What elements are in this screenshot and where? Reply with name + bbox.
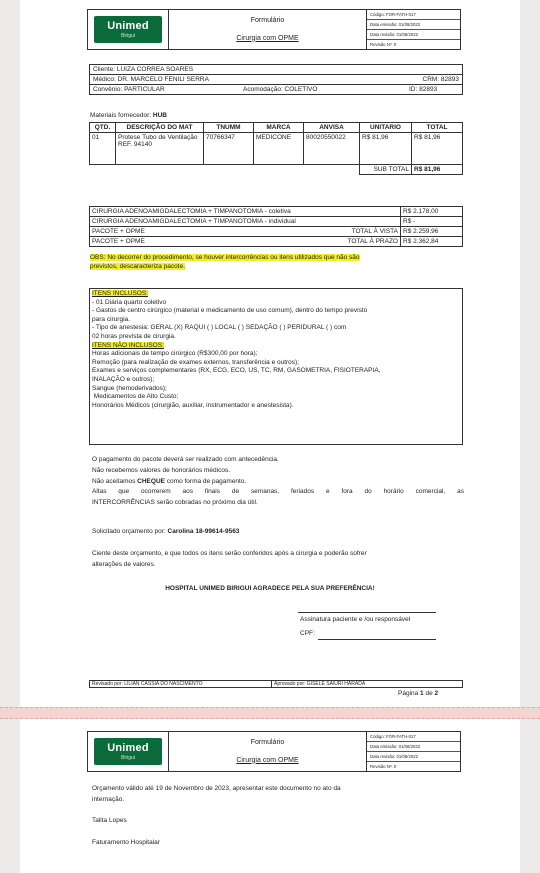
- form-code: Código: FOR-FATH-017: [367, 10, 460, 20]
- form-code: Código: FOR-FATH-017: [367, 732, 460, 742]
- term-text: como forma de pagamento.: [164, 477, 247, 485]
- col-unitario: UNITARIO: [360, 123, 412, 133]
- form-revision-number: Revisão Nº: 0: [370, 42, 397, 47]
- validity-line-2: internação.: [92, 796, 125, 803]
- proc1-label: CIRURGIA ADENOAMIGDALECTOMIA + TIMPANOTOMIA - coletiva: [90, 207, 401, 217]
- client-name: Cliente: LUIZA CORREA SOARES: [93, 66, 194, 73]
- supplier-label: Materiais fornecedor:: [90, 112, 152, 119]
- cell-anvisa: 80020550022: [304, 133, 360, 165]
- term-line: INTERCORRÊNCIAS serão cobradas no próximo dia útil.: [92, 499, 258, 507]
- inclusos-item: - Gastos de centro cirúrgico (material e medicamento de uso comum), dentro do tempo previsto: [92, 307, 368, 315]
- cell-tnumm: 70766347: [204, 133, 254, 165]
- signer-name: Talita Lopes: [92, 817, 127, 824]
- form-label: Formulário: [250, 739, 285, 747]
- pacote1-value: R$ 2.259,96: [401, 227, 463, 237]
- form-title: Cirurgia com OPME: [236, 34, 299, 42]
- page-text: de: [423, 690, 435, 697]
- form-revision-number: Revisão Nº: 0: [370, 764, 397, 769]
- nao-inclusos-item: Sangue (hemoderivados);: [92, 384, 167, 392]
- nao-inclusos-item: Remoção (para realização de exames externos, transferência e outros);: [92, 358, 300, 366]
- document-page-2: [20, 719, 520, 873]
- pacote2-value: R$ 2.362,84: [401, 237, 463, 247]
- subtotal-row: [90, 165, 463, 175]
- materials-header-row: [90, 123, 463, 133]
- form-meta: [367, 10, 460, 49]
- form-revision-date: Data revisão: 01/08/2022: [367, 30, 460, 40]
- subtotal-label: SUB TOTAL: [360, 165, 412, 175]
- col-total: TOTAL: [412, 123, 463, 133]
- inclusos-item: 02 horas prevista de cirurgia.: [92, 332, 176, 340]
- price-row-pacote2: [90, 237, 463, 247]
- inclusos-box: [89, 288, 463, 445]
- cell-marca: MEDICONE: [254, 133, 304, 165]
- page-separator: [0, 707, 540, 719]
- page-number: [398, 690, 438, 697]
- nao-inclusos-title: ITENS NÃO INCLUSOS:: [92, 341, 164, 349]
- inclusos-item: - Tipo de anestesia: GERAL (X) RAQUI ( ) LOCAL ( ) SEDAÇÃO ( ) PERIDURAL ( ) com: [92, 324, 347, 332]
- obs-note: [90, 254, 464, 271]
- col-anvisa: ANVISA: [304, 123, 360, 133]
- col-qtd: QTD.: [90, 123, 116, 133]
- term-line: O pagamento do pacote deverá ser realizado com antecedência.: [92, 456, 279, 463]
- form-meta: [367, 732, 460, 771]
- subtotal-spacer: [90, 165, 360, 175]
- proc2-label: CIRURGIA ADENOAMIGDALECTOMIA + TIMPANOTOMIA - individual: [90, 217, 401, 227]
- cpf-label: CPF:: [300, 630, 315, 637]
- form-title: Cirurgia com OPME: [236, 756, 299, 764]
- thanks-line: HOSPITAL UNIMED BIRIGUI AGRADECE PELA SUA PREFERÊNCIA!: [165, 585, 375, 592]
- form-label: Formulário: [250, 17, 285, 25]
- form-revision-date: Data revisão: 01/08/2022: [367, 752, 460, 762]
- nao-inclusos-item: Exames e serviços complementares (RX, ECG, ECO, US, TC, RM, GASOMETRIA, FISIOTERAPIA,: [92, 367, 381, 375]
- supplier-line: [90, 112, 167, 121]
- logo-cell: [88, 732, 169, 771]
- page-total: 2: [434, 690, 439, 697]
- proc1-value: R$ 2.178,00: [401, 207, 463, 217]
- patient-row-convenio: [90, 85, 462, 94]
- logo-brand: Unimed: [107, 742, 149, 754]
- logo-city: Birigui: [121, 755, 135, 761]
- form-header: [87, 9, 461, 50]
- logo-brand: Unimed: [107, 20, 149, 32]
- col-descricao: DESCRIÇÃO DO MAT: [116, 123, 204, 133]
- logo-cell: [88, 10, 169, 49]
- pacote1-label: PACOTE + OPME: [90, 227, 249, 237]
- price-row-proc2: [90, 217, 463, 227]
- validity-line-1: Orçamento válido até 19 de Novembro de 2023, apresentar este documento no ato da: [92, 785, 341, 792]
- form-issue-date: Data emissão: 01/08/2022: [367, 742, 460, 752]
- logo-city: Birigui: [121, 33, 135, 39]
- unimed-logo: [94, 16, 162, 43]
- price-row-proc1: [90, 207, 463, 217]
- cpf-line: [318, 639, 436, 640]
- reviewed-by: Revisado por: LILIAN CÁSSIA DO NASCIMENTO: [90, 681, 272, 687]
- validity-note: [92, 783, 472, 805]
- table-row: [90, 133, 463, 165]
- ack-line-2: alterações de valores.: [92, 561, 156, 568]
- term-cheque: CHEQUE: [137, 477, 165, 485]
- obs-line-2: previstos, descaracteriza pacote.: [90, 262, 186, 270]
- terms-block: [92, 455, 464, 509]
- term-text: Não aceitamos: [92, 477, 138, 485]
- ack-line-1: Ciente deste orçamento, e que todos os itens serão conferidos após a cirurgia e poderão sofrer: [92, 550, 367, 557]
- obs-line-1: OBS: No decorrer do procedimento, se houver intercorrências ou itens utilizados que não são: [90, 254, 360, 261]
- cell-descricao: Protese Tubo de Ventilação REF. 94140: [116, 133, 204, 165]
- cell-unitario: R$ 81,96: [360, 133, 412, 165]
- acknowledgement: [92, 548, 472, 570]
- cell-total: R$ 81,96: [412, 133, 463, 165]
- materials-table: [89, 122, 463, 175]
- page-current: 1: [420, 690, 424, 697]
- price-table: [89, 206, 463, 247]
- pacote2-kind: TOTAL À PRAZO: [248, 237, 400, 247]
- cell-qtd: 01: [90, 133, 116, 165]
- signature-label: Assinatura paciente e /ou responsável: [300, 616, 411, 623]
- document-page-1: [20, 0, 520, 709]
- price-row-pacote1: [90, 227, 463, 237]
- requested-by: [92, 528, 239, 537]
- inclusos-item: - 01 Diária quarto coletivo: [92, 298, 167, 306]
- inclusos-item: para cirurgia.: [92, 315, 130, 323]
- nao-inclusos-item: Medicamentos de Alto Custo;: [92, 393, 179, 401]
- patient-info-box: [89, 64, 463, 95]
- term-line: [92, 477, 464, 488]
- nao-inclusos-item: INALAÇÃO e outros);: [92, 375, 155, 383]
- requested-name: Carolina 18-99614-9563: [167, 528, 240, 535]
- acomodacao: Acomodação: COLETIVO: [243, 86, 318, 93]
- pacote1-kind: TOTAL À VISTA: [248, 227, 400, 237]
- supplier-name: HUB: [152, 112, 167, 119]
- page-text: Página: [398, 690, 421, 697]
- signer-department: Faturamento Hospitalar: [92, 839, 160, 846]
- form-header-2: [87, 731, 461, 772]
- patient-row-client: [90, 65, 462, 75]
- requested-label: Solicitado orçamento por:: [92, 528, 168, 535]
- col-tnumm: TNUMM: [204, 123, 254, 133]
- unimed-logo: [94, 738, 162, 765]
- inclusos-title: ITENS INCLUSOS:: [92, 290, 148, 297]
- approved-by: Aprovado por: GISELE SAIURI HARADA: [274, 681, 366, 687]
- form-title-cell: [169, 10, 367, 49]
- form-issue-date: Data emissão: 01/08/2022: [367, 20, 460, 30]
- doctor-name: Médico: DR. MARCELO FENILI SERRA: [93, 76, 209, 83]
- subtotal-value: R$ 81,96: [412, 165, 463, 175]
- convenio: Convênio: PARTICULAR: [93, 86, 165, 93]
- col-marca: MARCA: [254, 123, 304, 133]
- nao-inclusos-item: Honorários Médicos (cirurgião, auxiliar, instrumentador e anestesista).: [92, 401, 294, 409]
- signature-line: [298, 612, 436, 613]
- term-line: Não recebemos valores de honorários médicos.: [92, 466, 231, 474]
- proc2-value: R$ -: [401, 217, 463, 227]
- term-line: Altas que ocorrerem aos finais de semanas, feriados e fora do horário comercial, as: [92, 488, 464, 496]
- nao-inclusos-item: Horas adicionais de tempo cirúrgico (R$300,00 por hora);: [92, 350, 258, 358]
- patient-row-doctor: [90, 75, 462, 85]
- patient-id: ID: 82893: [409, 86, 438, 93]
- form-title-cell: [169, 732, 367, 771]
- footer-box: [89, 680, 463, 688]
- pacote2-label: PACOTE + OPME: [90, 237, 249, 247]
- doctor-crm: CRM: 82893: [422, 76, 459, 83]
